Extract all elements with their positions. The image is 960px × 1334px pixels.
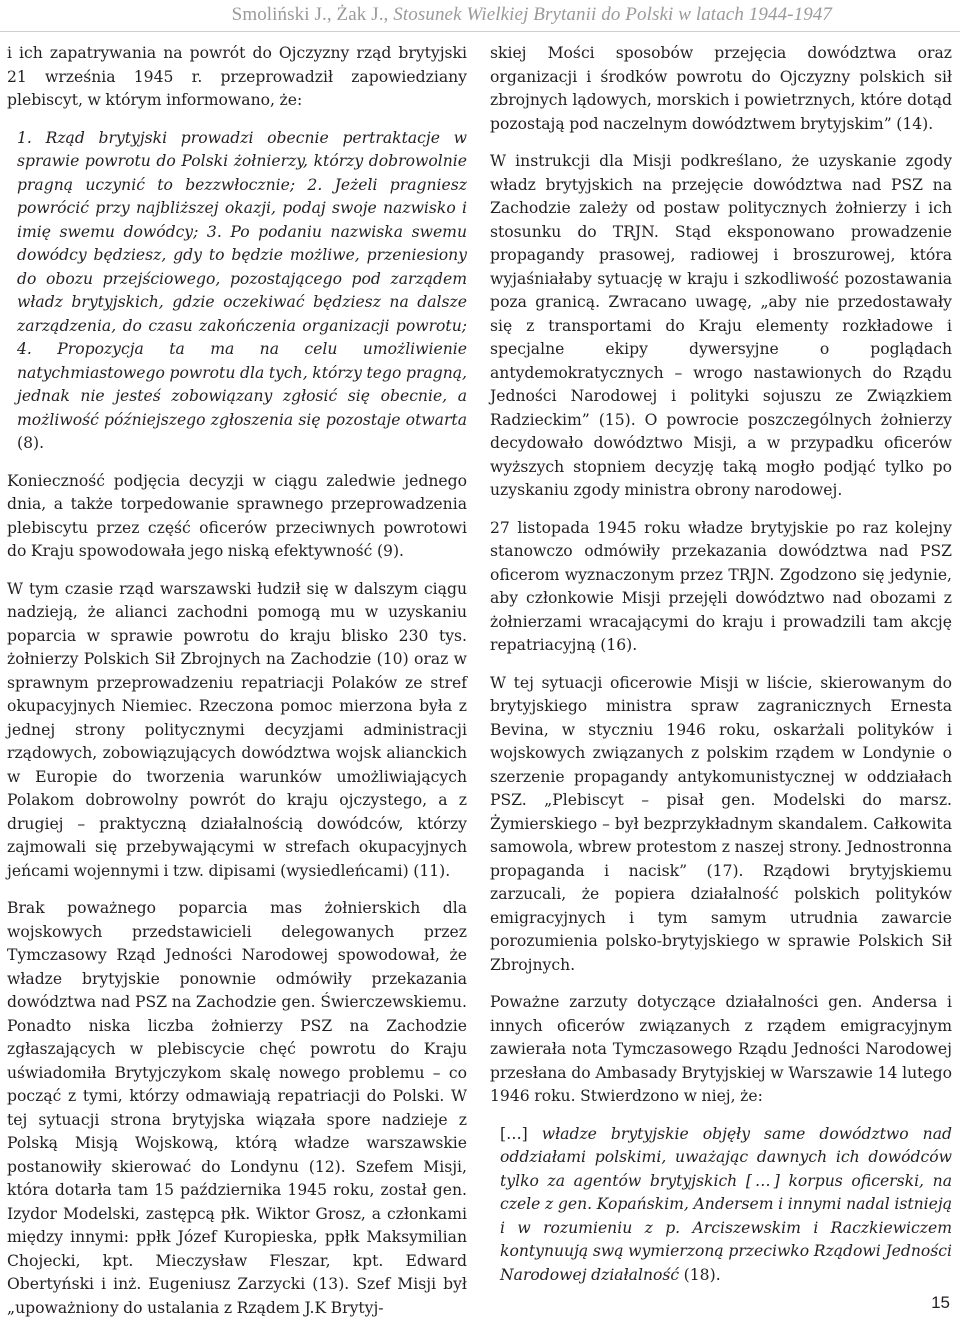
block-quote xyxy=(490,1123,952,1288)
paragraph: W instrukcji dla Misji podkreślano, że uzyskanie zgody władz brytyjskich na przejęcie dowództwa nad PSZ na Zachodzie zależy od postaw politycznych żołnierzy i ich stosunku do TRJN. Stąd eksponowano prowadzenie propagandy prasowej, radiowej i broszurowej, która wyjaśniałaby sytuację w kraju i szkodliwość pozostawania poza granicą. Zwracano uwagę, „aby nie przedostawały się z transportami do Kraju elementy rozkładowe i specjalne ekipy dywersyjne o poglądach antydemokratycznych – wrogo nastawionych do Rządu Jedności Narodowej i polityki sojuszu ze Związkiem Radzieckim” (15). O powrocie poszczególnych żołnierzy decydowało dowództwo Misji, a w przypadku oficerów wyższych stopniem decyzję taką mogło podjąć tylko po uzyskaniu zgody ministra obrony narodowej. xyxy=(490,152,952,499)
quote-ellipsis: […] xyxy=(500,1124,542,1143)
quote-text: władze brytyjskie objęły same dowództwo nad oddziałami polskimi, uważając dawnych ich dowódców tylko za agentów brytyjskich [ … ] korpus oficerski, na czele z gen. Kopańskim, Andersem i innymi nadal istnieją i w rozumieniu z p. Arciszewskim i Raczkiewiczem kontynuują swą wymierzoną przeciwko Rządowi Jedności Narodowej działalność xyxy=(500,1124,952,1284)
left-column xyxy=(7,42,467,1334)
running-header xyxy=(0,4,960,26)
paragraph: 27 listopada 1945 roku władze brytyjskie po raz kolejny stanowczo odmówiły przekazania dowództwa nad PSZ oficerom wyznaczonym przez TRJN. Zgodzono się jedynie, aby członkowie Misji przejęli dowództwo nad obozami z żołnierzami wracającymi do kraju i prowadzili tam akcję repatriacyjną (16). xyxy=(490,518,952,654)
quote-text: 1. Rząd brytyjski prowadzi obecnie pertraktacje w sprawie powrotu do Polski żołnierzy, którzy dobrowolnie pragną uczynić to bezzwłocznie; 2. Jeżeli pragniesz powrócić przy najbliższej okazji, podaj swoje nazwisko i imię swemu dowódcy; 3. Po podaniu nazwiska swemu dowódcy będziesz, gdy to będzie możliwe, przeniesiony do obozu przejściowego, pozostającego pod zarządem władz brytyjskich, gdzie oczekiwać będziesz na dalsze zarządzenia, do czasu zakończenia organizacji powrotu; 4. Propozycja ta ma na celu umożliwienie natychmiastowego powrotu dla tych, którzy tego pragną, jednak nie jesteś zobowiązany zgłosić się obecnie, a możliwość późniejszego zgłoszenia się pozostaje otwarta xyxy=(17,128,467,429)
paragraph: W tym czasie rząd warszawski łudził się w dalszym ciągu nadzieją, że alianci zachodni pomogą mu w uzyskaniu poparcia w sprawie powrotu do kraju blisko 230 tys. żołnierzy Polskich Sił Zbrojnych na Zachodzie (10) oraz w sprawnym przeprowadzeniu repatriacji Polaków ze stref okupacyjnych Niemiec. Rzeczona pomoc mierzona była z jednej strony politycznymi decyzjami administracji rządowych, zobowiązujących dowództwa wojsk alianckich w Europie do tworzenia warunków umożliwiających Polakom dobrowolny powrót do kraju ojczystego, a z drugiej – praktyczną działalnością dowódców, którzy zajmowali się przebywającymi w strefach okupacyjnych jeńcami wojennymi i tzw. dipisami (wysiedleńcami) (11). xyxy=(7,579,467,880)
paragraph: i ich zapatrywania na powrót do Ojczyzny rząd brytyjski 21 września 1945 r. przeprowadził zapowiedziany plebiscyt, w którym informowano, że: xyxy=(7,44,467,109)
paragraph: Poważne zarzuty dotyczące działalności gen. Andersa i innych oficerów związanych z rządem emigracyjnym zawierała nota Tymczasowego Rządu Jedności Narodowej przesłana do Ambasady Brytyjskiej w Warszawie 14 lutego 1946 roku. Stwierdzono w niej, że: xyxy=(490,993,952,1105)
header-authors: Smoliński J., Żak J., xyxy=(231,4,394,25)
page-number: 15 xyxy=(931,1293,950,1312)
header-divider xyxy=(0,31,960,32)
footnote-ref: (8). xyxy=(17,434,45,452)
block-quote xyxy=(7,127,467,456)
right-column xyxy=(490,42,952,1301)
paragraph: Brak poważnego poparcia mas żołnierskich dla wojskowych przedstawicieli delegowanych przez Tymczasowy Rząd Jedności Narodowej spowodował, że władze brytyjskie ponownie odmówiły przekazania dowództwa nad PSZ na Zachodzie gen. Świerczewskiemu. Ponadto niska liczba żołnierzy PSZ na Zachodzie zgłaszających w plebiscycie chęć powrotu do Kraju uświadomiła Brytyjczykom skalę nowego problemu – co począć z tymi, którzy odmawiają repatriacji do Polski. W tej sytuacji strona brytyjska wiązała spore nadzieje z Polską Misją Wojskową, którą władze warszawskie postanowiły skierować do Londynu (12). Szefem Misji, która dotarła tam 15 października 1945 roku, został gen. Izydor Modelski, zastępcą płk. Wiktor Grosz, a członkami między innymi: ppłk Józef Kuropieska, ppłk Maksymilian Chojecki, kpt. Mieczysław Fleszar, kpt. Edward Obertyński i inż. Eugeniusz Zarzycki (13). Szef Misji był „upoważniony do ustalania z Rządem J.K Brytyj- xyxy=(7,899,467,1317)
paragraph: Konieczność podjęcia decyzji w ciągu zaledwie jednego dnia, a także torpedowanie sprawnego przeprowadzenia plebiscytu przez część oficerów przeciwnych powrotowi do Kraju spowodowała jego niską efektywność (9). xyxy=(7,471,467,560)
header-title: Stosunek Wielkiej Brytanii do Polski w latach 1944-1947 xyxy=(393,4,832,25)
paragraph: skiej Mości sposobów przejęcia dowództwa oraz organizacji i środków powrotu do Ojczyzny polskich sił zbrojnych lądowych, morskich i powietrznych, które dotąd pozostają pod naczelnym dowództwem brytyjskim” (14). xyxy=(490,44,952,133)
paragraph: W tej sytuacji oficerowie Misji w liście, skierowanym do brytyjskiego ministra spraw zagranicznych Ernesta Bevina, w styczniu 1946 roku, oskarżali polityków i wojskowych związanych z polskim rządem w Londynie o szerzenie propagandy antykomunistycznej w oddziałach PSZ. „Plebiscyt – pisał gen. Modelski do marsz. Żymierskiego – był bezprzykładnym skandalem. Całkowita samowola, wbrew protestom z naszej strony. Jednostronna propaganda i nacisk” (17). Rządowi brytyjskiemu zarzucali, że popiera działalność polskich polityków emigracyjnych i tym samym utrudnia zawarcie porozumienia polsko-brytyjskiego w sprawie Polskich Sił Zbrojnych. xyxy=(490,673,952,974)
footnote-ref: (18). xyxy=(679,1265,721,1284)
